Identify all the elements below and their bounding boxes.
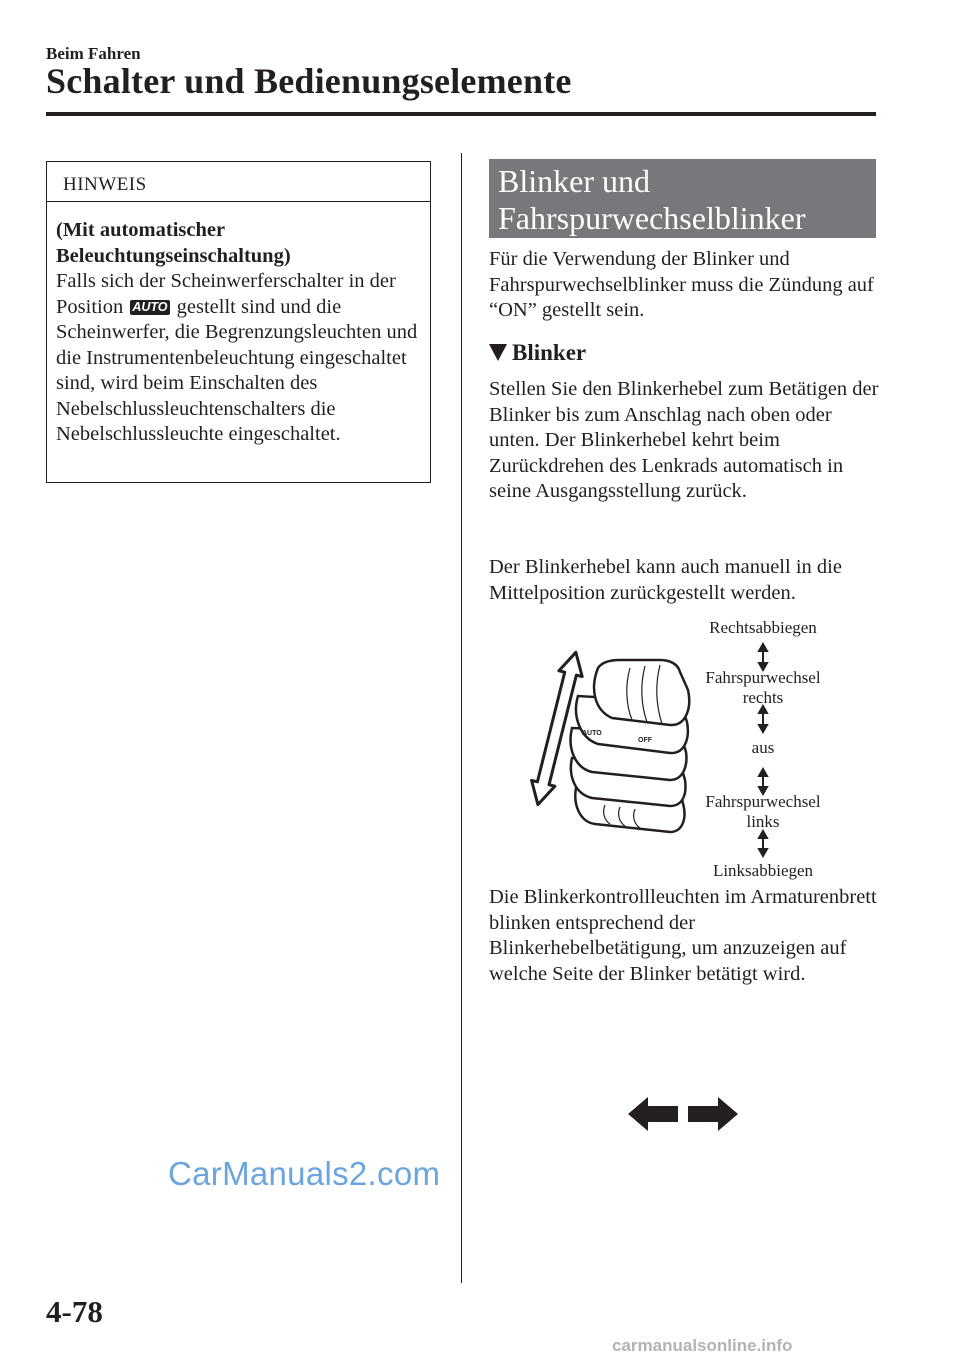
note-box [46, 161, 431, 483]
note-heading: HINWEIS [47, 162, 430, 202]
note-text [56, 269, 422, 448]
auto-badge-icon: AUTO [132, 299, 168, 314]
paragraph-manual-reset: Der Blinkerhebel kann auch manuell in die Mittelposition zurückgestellt werden. [489, 556, 842, 604]
label-lane-change-left-2: links [746, 812, 780, 831]
section-kicker: Beim Fahren [46, 44, 141, 63]
triangle-down-icon [489, 344, 507, 361]
watermark-carmanuals2[interactable]: CarManuals2.com [168, 1155, 441, 1192]
watermark-carmanualsonline[interactable]: carmanualsonline.info [612, 1336, 793, 1355]
turn-indicator-icons [628, 1095, 738, 1133]
lever-auto-mark: AUTO [582, 730, 602, 737]
note-text-before: Falls sich der Scheinwerferschalter in der Position [56, 270, 396, 318]
turn-signal-lever-figure [520, 610, 860, 880]
note-subheading: (Mit automatischer Beleuchtungseinschaltung) [56, 219, 291, 267]
paragraph-lever-operation: Stellen Sie den Blinkerhebel zum Betätigen der Blinker bis zum Anschlag nach oben oder unten. Der Blinkerhebel kehrt beim Zurückdrehen des Lenkrads automatisch in seine Ausgangsstellung zurück. [489, 378, 879, 502]
lever-off-mark: OFF [638, 737, 652, 744]
label-lane-change-right-1: Fahrspurwechsel [705, 668, 821, 687]
note-body [47, 202, 430, 448]
note-text-after: gestellt sind und die Scheinwerfer, die Begrenzungsleuchten und die Instrumentenbeleuchtung eingeschaltet sind, wird beim Einschalten des Nebelschlussleuchtenschalters die Nebelschlussleuchte eingeschaltet. [56, 295, 418, 445]
chapter-title: Schalter und Bedienungselemente [46, 61, 572, 101]
label-right-turn: Rechtsabbiegen [709, 618, 817, 637]
column-divider [461, 153, 462, 1283]
label-lane-change-right [688, 668, 838, 708]
sub-heading-label: Blinker [512, 340, 587, 365]
label-lane-change-right-2: rechts [742, 688, 784, 707]
left-arrow-icon [628, 1097, 678, 1131]
section-title-line1: Blinker und [498, 163, 650, 199]
lever-illustration [520, 610, 860, 880]
header-rule [46, 112, 876, 116]
label-lane-change-left-1: Fahrspurwechsel [705, 792, 821, 811]
section-title-banner [489, 159, 876, 238]
label-lane-change-left [688, 792, 838, 832]
label-off: aus [751, 738, 775, 757]
right-arrow-icon [688, 1097, 738, 1131]
page-number: 4-78 [46, 1294, 103, 1329]
intro-paragraph: Für die Verwendung der Blinker und Fahrspurwechselblinker muss die Zündung auf “ON” gestellt sein. [489, 248, 874, 321]
label-left-turn: Linksabbiegen [712, 861, 814, 880]
paragraph-indicator-lights: Die Blinkerkontrollleuchten im Armaturenbrett blinken entsprechend der Blinkerhebelbetätigung, um anzuzeigen auf welche Seite der Blinker betätigt wird. [489, 886, 877, 985]
sub-heading [489, 340, 586, 366]
section-title-line2: Fahrspurwechselblinker [498, 200, 806, 236]
